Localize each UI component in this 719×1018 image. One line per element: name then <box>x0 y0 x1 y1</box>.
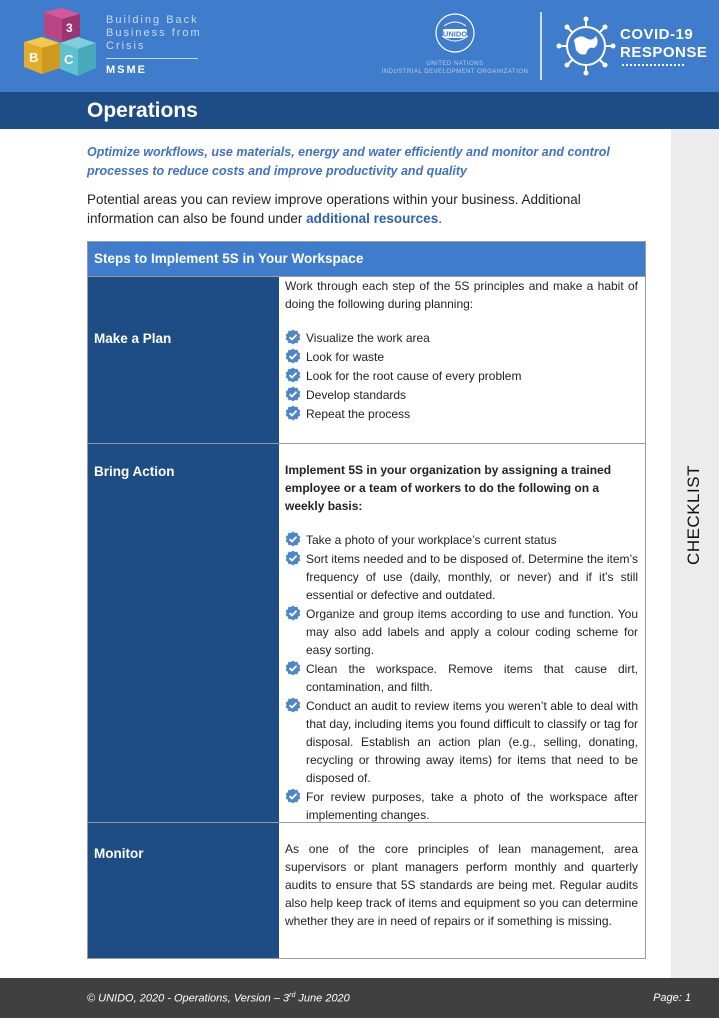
unido-subtitle-1: UNITED NATIONS <box>426 61 484 67</box>
unido-logo <box>380 12 530 82</box>
table-row <box>88 822 645 958</box>
list-item <box>285 605 638 659</box>
brand-divider <box>106 58 198 59</box>
list-item-text: Develop standards <box>306 388 407 402</box>
check-badge-icon <box>285 367 301 383</box>
covid-line-1: COVID-19 <box>620 26 694 43</box>
check-badge-icon <box>285 605 301 621</box>
cube-letter-3: 3 <box>66 21 73 35</box>
list-item-text: Sort items needed and to be disposed of. Determine the item’s frequency of use (daily, monthly, or never) and if it’s still essential or defective and outdated. <box>306 552 638 602</box>
header-banner <box>0 0 719 92</box>
steps-table <box>87 241 646 959</box>
list-item <box>285 386 638 404</box>
page-title: Operations <box>87 99 198 122</box>
list-item-text: Visualize the work area <box>306 331 430 345</box>
un-emblem-icon <box>434 12 476 54</box>
row-label: Make a Plan <box>88 277 279 443</box>
row-label: Monitor <box>88 823 279 958</box>
unido-name: UNIDO <box>442 29 468 39</box>
check-badge-icon <box>285 386 301 402</box>
intro-text-after: . <box>438 211 442 226</box>
covid-dotted-rule <box>622 64 684 66</box>
globe-icon <box>556 16 616 76</box>
row-lead-text: Work through each step of the 5S principles and make a habit of doing the following during planning: <box>285 279 638 311</box>
list-item <box>285 550 638 604</box>
list-item-text: For review purposes, take a photo of the workspace after implementing changes. <box>306 790 638 822</box>
list-item <box>285 329 638 347</box>
row-content <box>279 277 645 443</box>
brand-msme: MSME <box>106 64 147 76</box>
table-row <box>88 276 645 443</box>
brand-line-1: Building Back <box>106 14 199 26</box>
list-item-text: Take a photo of your workplace’s current status <box>306 533 557 547</box>
list-item <box>285 788 638 824</box>
row-content <box>279 444 645 822</box>
footer-copyright-suffix: June 2020 <box>295 992 350 1005</box>
cube-letter-b: B <box>29 50 39 65</box>
list-item <box>285 367 638 385</box>
check-badge-icon <box>285 550 301 566</box>
header-divider <box>540 12 542 80</box>
intro-paragraph <box>87 190 647 228</box>
table-row <box>88 443 645 822</box>
additional-resources-link[interactable]: additional resources <box>306 211 439 226</box>
check-badge-icon <box>285 788 301 804</box>
row-content <box>279 823 645 958</box>
page-footer <box>0 978 719 1018</box>
list-item <box>285 697 638 787</box>
row-lead-text: As one of the core principles of lean management, area supervisors or plant managers perform monthly and quarterly audits to ensure that 5S standards are being met. Regular audits also help keep track of items and equipment so you can determine whether they are in need of repairs or if something is missing. <box>285 842 638 928</box>
msme-cubes-logo <box>18 8 98 86</box>
list-item <box>285 531 638 549</box>
footer-date-suffix: rd <box>289 992 296 999</box>
check-badge-icon <box>285 531 301 547</box>
row-lead-text: Implement 5S in your organization by assigning a trained employee or a team of workers to do the following on a weekly basis: <box>285 463 612 513</box>
list-item-text: Look for waste <box>306 350 385 364</box>
list-item-text: Conduct an audit to review items you weren’t able to deal with that day, including items you found difficult to classify or tag for disposal. Establish an action plan (e.g., selling, donating, recycling or throwing away items) for items that need to be disposed of. <box>306 699 638 785</box>
checklist <box>285 329 638 423</box>
table-heading: Steps to Implement 5S in Your Workspace <box>88 242 645 276</box>
check-badge-icon <box>285 660 301 676</box>
list-item-text: Organize and group items according to use and function. You may also add labels and apply a colour coding scheme for easy sorting. <box>306 607 638 657</box>
list-item <box>285 405 638 423</box>
brand-line-2: Business from <box>106 27 202 39</box>
intro-summary: Optimize workflows, use materials, energy and water efficiently and monitor and control processes to reduce costs and improve productivity and quality <box>87 145 610 178</box>
check-badge-icon <box>285 405 301 421</box>
unido-subtitle-2: INDUSTRIAL DEVELOPMENT ORGANIZATION <box>381 69 529 75</box>
intro-text-before: Potential areas you can review improve operations within your business. Additional information can also be found under <box>87 192 581 226</box>
footer-copyright-prefix: © UNIDO, 2020 - Operations, Version – 3 <box>87 992 290 1005</box>
list-item-text: Repeat the process <box>306 407 411 421</box>
check-badge-icon <box>285 697 301 713</box>
checklist <box>285 531 638 824</box>
list-item-text: Look for the root cause of every problem <box>306 369 522 383</box>
list-item <box>285 660 638 696</box>
title-bar <box>0 92 719 129</box>
covid-response-logo <box>620 26 707 62</box>
row-label: Bring Action <box>88 444 279 822</box>
footer-copyright <box>87 992 350 1005</box>
cube-letter-c: C <box>64 52 74 67</box>
check-badge-icon <box>285 329 301 345</box>
list-item <box>285 348 638 366</box>
covid-line-2: RESPONSE <box>620 44 708 61</box>
footer-page-number: Page: 1 <box>653 992 691 1004</box>
checklist-label: CHECKLIST <box>684 465 703 565</box>
list-item-text: Clean the workspace. Remove items that cause dirt, contamination, and filth. <box>306 662 638 694</box>
brand-line-3: Crisis <box>106 40 146 52</box>
brand-title <box>106 14 216 53</box>
check-badge-icon <box>285 348 301 364</box>
